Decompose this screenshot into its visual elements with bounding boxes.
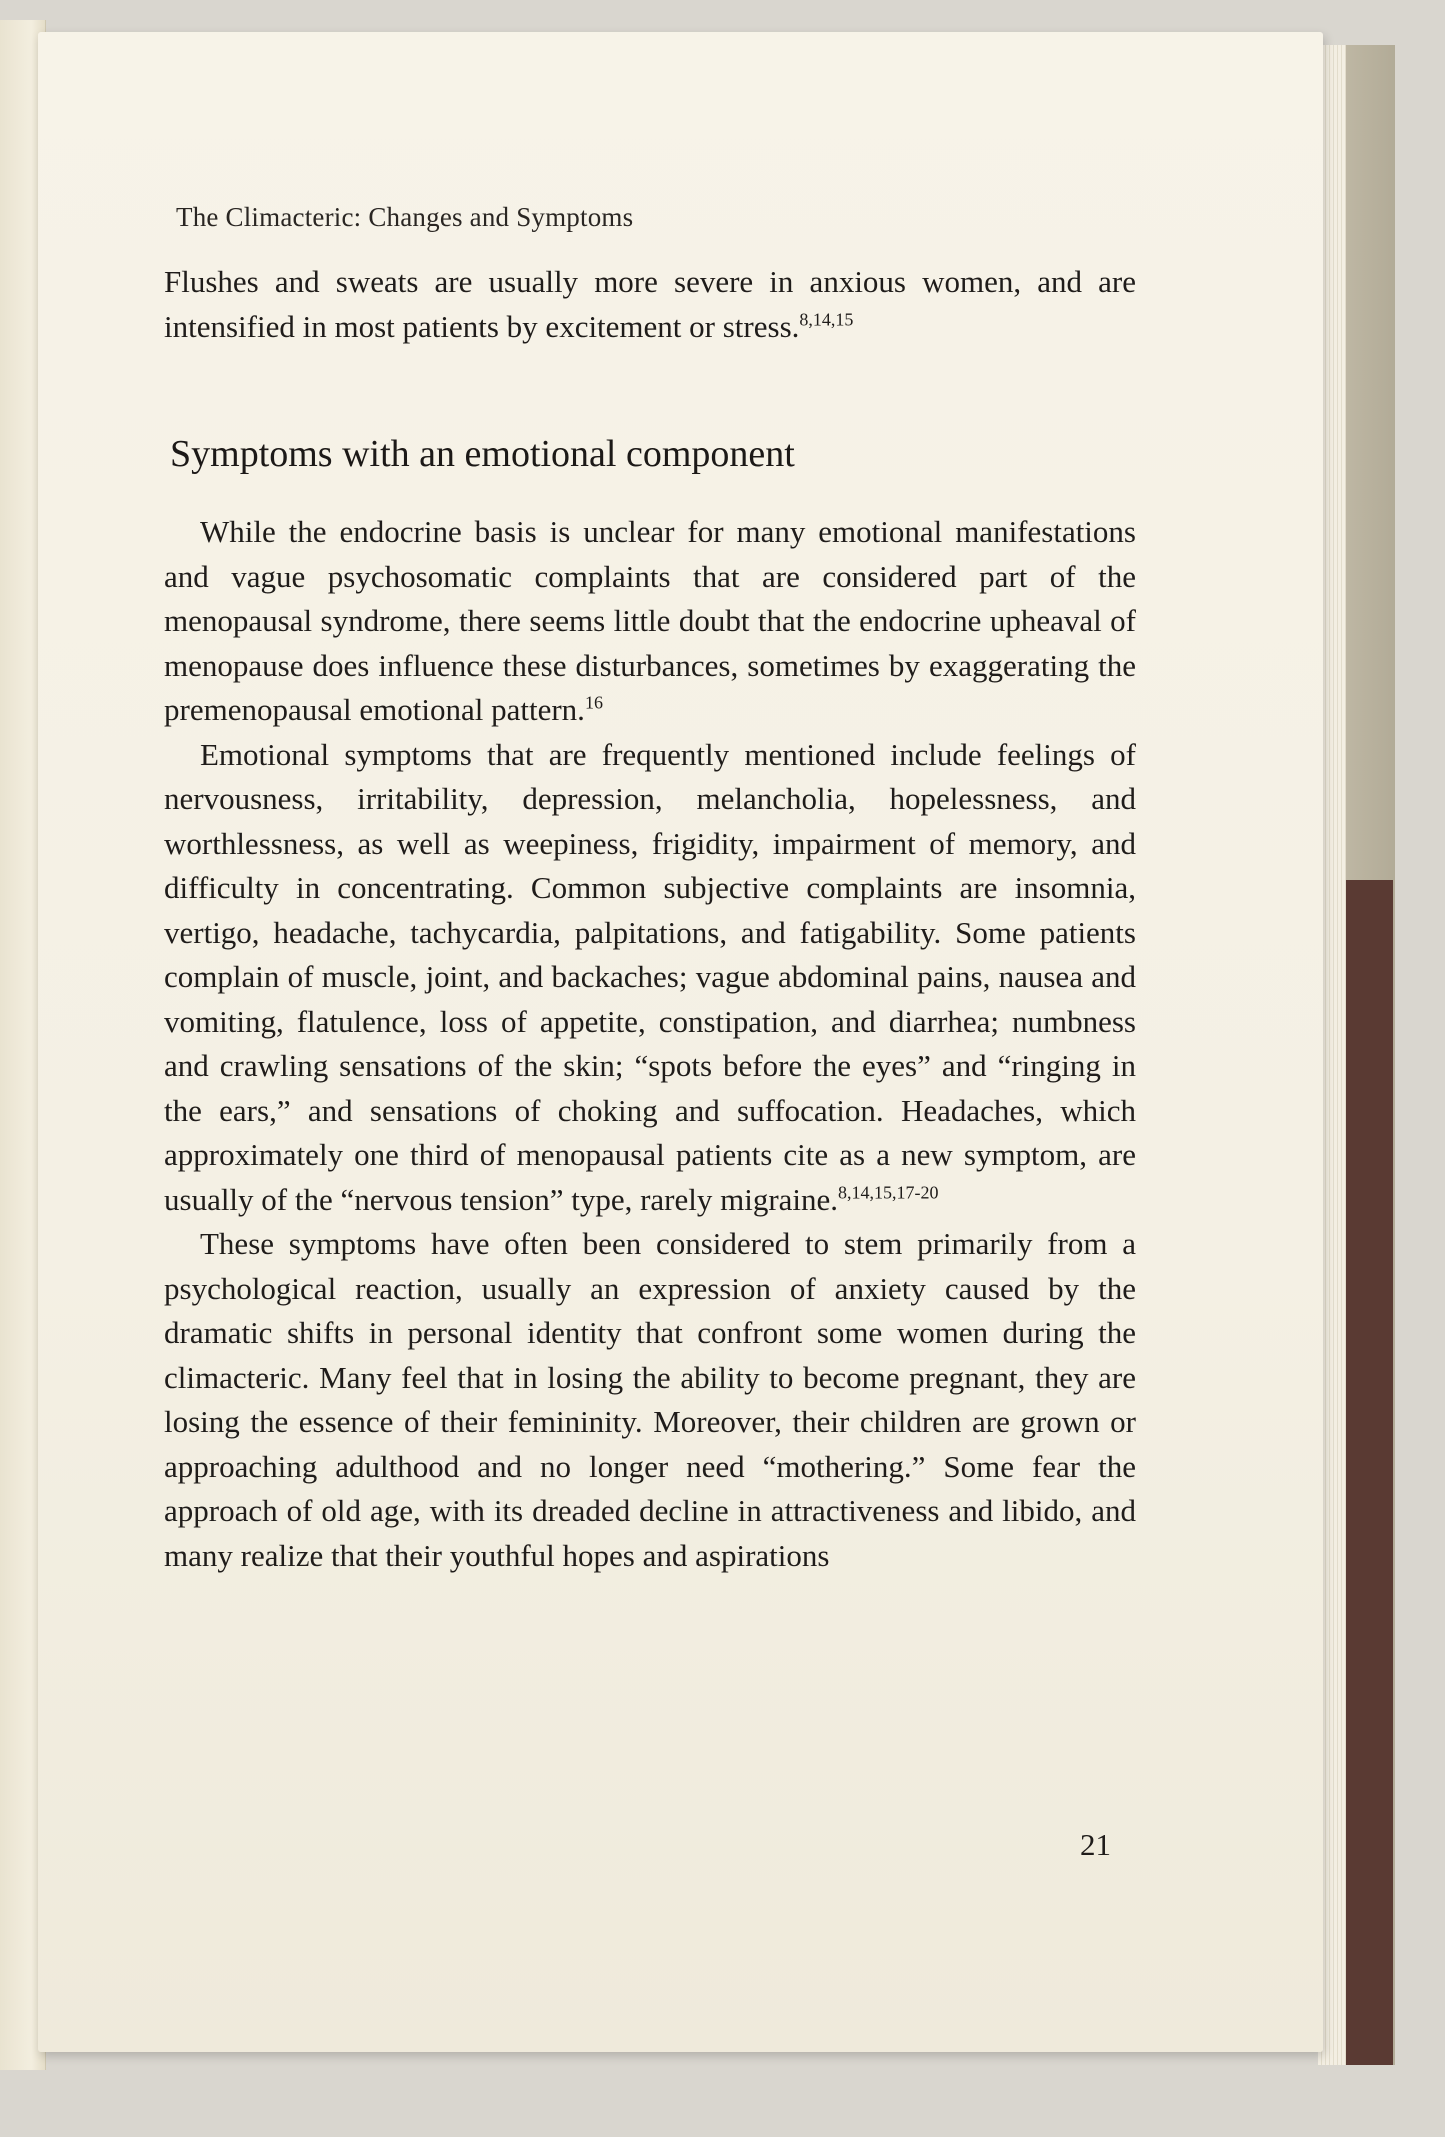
paragraph-1-text: While the endocrine basis is unclear for many emotional manifestations and vague psychosomatic complaints that are considered part of the menopausal syndrome, there seems little doubt that the endocrine upheaval of menopause does influence these disturbances, sometimes by exaggerating the premenopausal emotional pattern. — [164, 514, 1136, 727]
lead-paragraph — [164, 260, 1136, 349]
page-number: 21 — [1080, 1827, 1111, 1862]
paragraph-1-ref: 16 — [584, 692, 603, 713]
paragraph-2-text: Emotional symptoms that are frequently mentioned include feelings of nervousness, irritability, depression, melancholia, hopelessness, and worthlessness, as well as weepiness, frigidity, impairment of memory, and difficulty in concentrating. Common subjective complaints are insomnia, vertigo, headache, tachycardia, palpitations, and fatigability. Some patients complain of muscle, joint, and backaches; vague abdominal pains, nausea and vomiting, flatulence, loss of appetite, constipation, and diarrhea; numbness and crawling sensations of the skin; “spots before the eyes” and “ringing in the ears,” and sensations of choking and suffocation. Headaches, which approximately one third of menopausal patients cite as a new symptom, are usually of the “nervous tension” type, rarely migraine. — [164, 736, 1136, 1217]
lead-paragraph-ref: 8,14,15 — [799, 309, 854, 330]
lead-paragraph-text: Flushes and sweats are usually more severe in anxious women, and are intensified in most patients by excitement or stress. — [164, 264, 1136, 344]
paragraph-3 — [164, 1222, 1136, 1578]
running-head: The Climacteric: Changes and Symptoms — [176, 202, 634, 232]
paragraph-3-text: These symptoms have often been considered to stem primarily from a psychological reaction, usually an expression of anxiety caused by the dramatic shifts in personal identity that confront some women during the climacteric. Many feel that in losing the ability to become pregnant, they are losing the essence of their femininity. Moreover, their children are grown or approaching adulthood and no longer need “mothering.” Some fear the approach of old age, with its dreaded decline in attractiveness and libido, and many realize that their youthful hopes and aspirations — [164, 1226, 1136, 1573]
paragraph-2-ref: 8,14,15,17-20 — [838, 1182, 939, 1203]
paragraph-2 — [164, 733, 1136, 1223]
cover-edge — [1345, 880, 1393, 2065]
book-page — [38, 32, 1323, 2052]
section-heading: Symptoms with an emotional component — [170, 433, 795, 475]
body-text — [164, 510, 1136, 1578]
paragraph-1 — [164, 510, 1136, 733]
